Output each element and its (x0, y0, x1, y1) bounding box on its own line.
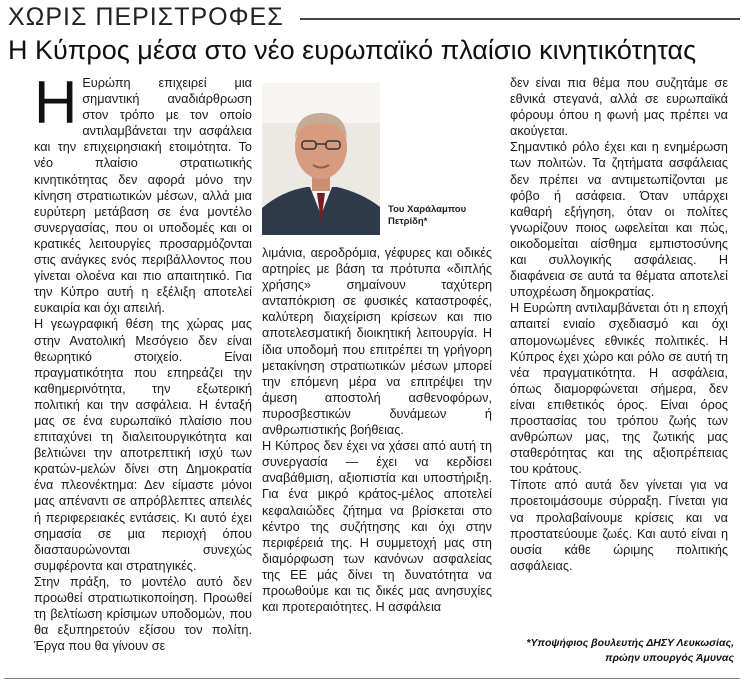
article-headline: Η Κύπρος μέσα στο νέο ευρωπαϊκό πλαίσιο κινητικότητας (8, 35, 697, 65)
byline-former-role: πρώην υπουργός Άμυνας (605, 652, 734, 664)
author-photo (262, 83, 380, 235)
photo-caption (388, 204, 488, 228)
section-kicker: ΧΩΡΙΣ ΠΕΡΙΣΤΡΟΦΕΣ (8, 3, 284, 31)
paragraph: λιμάνια, αεροδρόμια, γέφυρες και οδικές αρτηρίες με βάση τα πρότυπα «διπλής χρήσης» σημαίνουν ταχύτερη ανταπόκριση σε φυσικές καταστροφές, καλύτερη διαχείριση κρίσεων και πιο αποτελεσματική διοικητική λειτουργία. Η ίδια υποδομή που επιτρέπει τη γρήγορη μετακίνηση στρατιωτικών μέσων μπορεί την επόμενη μέρα να επιτρέψει την άμεση αποστολή ασθενοφόρων, πυροσβεστικών δυνάμεων ή ανθρωπιστικής βοήθειας. (262, 246, 492, 438)
paragraph: Σημαντικό ρόλο έχει και η ενημέρωση των πολιτών. Τα ζητήματα ασφάλειας δεν πρέπει να αντιμετωπίζονται με φόβο ή ασάφεια. Όταν υπάρχει καθαρή εξήγηση, όταν οι πολίτες γνωρίζουν ποιος ωφελείται και πώς, οικοδομείται αίσθημα εμπιστοσύνης και συλλογικής ασφάλειας. Η διαφάνεια σε αυτά τα θέματα αποτελεί υποχρέωση δημοκρατίας. (510, 140, 728, 300)
article-column-1 (34, 69, 252, 654)
caption-author-surname: Πετρίδη* (388, 216, 428, 227)
byline-role: *Υποψήφιος βουλευτής ΔΗΣΥ Λευκωσίας, (526, 637, 734, 649)
paragraph: Ευρώπη επιχειρεί μια σημαντική αναδιάρθρωση στον τρόπο με τον οποίο αντιλαμβάνεται την ασφάλεια και την επιχειρησιακή ετοιμότητα. Το νέο πλαίσιο στρατιωτικής κινητικότητας δεν αφορά μόνο την κίνηση στρατιωτικών μέσων, αλλά μια ευρύτερη μετάβαση σε ένα μοντέλο συνεργασίας, που οι υποδομές και οι κρατικές λειτουργίες προσαρμόζονται στις ανάγκες ενός περιβάλλοντος που γίνεται ολοένα και πιο απαιτητικό. Για την Κύπρο αυτή η εξέλιξη αποτελεί ευκαιρία και όχι απειλή. (34, 76, 252, 316)
paragraph: δεν είναι πια θέμα που συζητάμε σε εθνικά στεγανά, αλλά σε ευρωπαϊκά φόρουμ όπου η φωνή μας πρέπει να ακούγεται. (510, 76, 728, 139)
paragraph: Η Κύπρος δεν έχει να χάσει από αυτή τη συνεργασία — έχει να κερδίσει αναβάθμιση, αξιοπιστία και υποστήριξη. Για ένα μικρό κράτος-μέλος αποτελεί κεφαλαιώδες ζήτημα να βρίσκεται στο κέντρο της συζήτησης και όχι στην περιφέρειά της. Η συμμετοχή μας στη διαμόρφωση των κανόνων ασφαλείας της ΕΕ μάς δίνει τη δυνατότητα να προωθούμε και τις δικές μας ανησυχίες και προτεραιότητες. Η ασφάλεια (262, 439, 492, 615)
drop-cap: Η (34, 69, 78, 136)
author-portrait-image (262, 83, 380, 235)
kicker-divider (300, 18, 740, 20)
bottom-divider (4, 678, 740, 679)
article-column-3 (510, 75, 728, 574)
paragraph: Στην πράξη, το μοντέλο αυτό δεν προωθεί στρατιωτικοποίηση. Προωθεί τη βελτίωση κρίσιμων υποδομών, που θα εξυπηρετούν εξίσου τον πολίτη. Έργα που θα γίνουν σε (34, 574, 252, 654)
author-byline (500, 636, 734, 666)
article-column-2 (262, 245, 492, 615)
caption-author: Του Χαράλαμπου (388, 204, 467, 215)
paragraph: Τίποτε από αυτά δεν γίνεται για να προετοιμάσουμε σύρραξη. Γίνεται για να προλαβαίνουμε κρίσεις και να προστατεύουμε ζωές. Και αυτό είναι η ουσία κάθε ώριμης πολιτικής ασφάλειας. (510, 478, 728, 573)
paragraph: Η γεωγραφική θέση της χώρας μας στην Ανατολική Μεσόγειο δεν είναι θεωρητικό στοιχείο. Είναι πραγματικότητα που επηρεάζει την καθημερινότητα, την εξωτερική πολιτική και την ασφάλεια. Η ένταξή μας σε ένα ευρωπαϊκό πλαίσιο που επιταχύνει τη διαλειτουργικότητα και βελτιώνει την αποτρεπτική ισχύ των κρατών-μελών δίνει στη Δημοκρατία ένα πλεονέκτημα: Δεν είμαστε μόνοι μας απέναντι σε απρόβλεπτες απειλές ή περιφερειακές εντάσεις. Κι αυτό έχει σημασία σε μια περιοχή όπου διασταυρώνονται συνεχώς συμφέροντα και στρατηγικές. (34, 317, 252, 573)
paragraph: Η Ευρώπη αντιλαμβάνεται ότι η εποχή απαιτεί ενιαίο σχεδιασμό και όχι απομονωμένες εθνικές πολιτικές. Η Κύπρος έχει χώρο και ρόλο σε αυτή τη νέα πραγματικότητα. Η ασφάλεια, όπως διαμορφώνεται σήμερα, δεν είναι επιθετικός όρος. Είναι όρος προστασίας του τρόπου ζωής των ανθρώπων μας, της ζωτικής μας σταθερότητας και της αξιοπρέπειας του κράτους. (510, 301, 728, 477)
